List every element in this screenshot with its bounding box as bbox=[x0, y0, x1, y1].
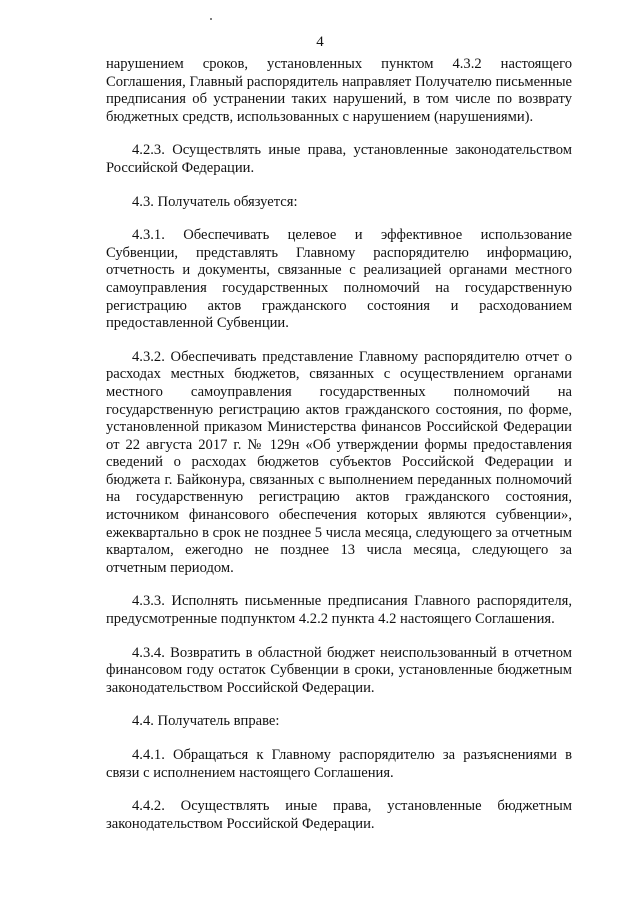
paragraph-4-3-1: 4.3.1. Обеспечивать целевое и эффективное использование Субвенции, представлять Главному распорядителю информацию, отчетность и документы, связанные с реализацией органами местного самоуправления государственных полномочий на государственную регистрацию актов гражданского состояния и расходованием предоставленной Субвенции. bbox=[106, 227, 572, 332]
document-body bbox=[106, 56, 572, 849]
paragraph-4-3-3: 4.3.3. Исполнять письменные предписания Главного распорядителя, предусмотренные подпунктом 4.2.2 пункта 4.2 настоящего Соглашения. bbox=[106, 593, 572, 628]
page-number: 4 bbox=[316, 34, 324, 50]
paragraph-4-4: 4.4. Получатель вправе: bbox=[132, 713, 280, 730]
scan-speck bbox=[210, 18, 212, 20]
paragraph-4-3: 4.3. Получатель обязуется: bbox=[132, 193, 298, 210]
paragraph-4-4-2: 4.4.2. Осуществлять иные права, установленные бюджетным законодательством Российской Федерации. bbox=[106, 798, 572, 832]
paragraph-4-4-1: 4.4.1. Обращаться к Главному распорядителю за разъяснениями в связи с исполнением настоящего Соглашения. bbox=[106, 747, 572, 781]
paragraph-continuation: нарушением сроков, установленных пунктом 4.3.2 настоящего Соглашения, Главный распорядитель направляет Получателю письменные предписания об устранении таких нарушений, в том числе по возврату бюджетных средств, использованных с нарушением (нарушениями). bbox=[106, 56, 572, 125]
paragraph-4-3-2: 4.3.2. Обеспечивать представление Главному распорядителю отчет о расходах местных бюджетов, связанных с осуществлением органами местного самоуправления государственных полномочий на государственную регистрацию актов гражданского состояния, по форме, установленной приказом Министерства финансов Российской Федерации от 22 августа 2017 г. № 129н «Об утверждении формы предоставления сведений о расходах бюджетов субъектов Российской Федерации и бюджета г. Байконура, связанных с выполнением переданных полномочий на государственную регистрацию актов гражданского состояния, источником финансового обеспечения которых являются субвенции», ежеквартально в срок не позднее 5 числа месяца, следующего за отчетным кварталом, ежегодно не позднее 13 числа месяца, следующего за отчетным периодом. bbox=[106, 348, 573, 576]
paragraph-4-2-3: 4.2.3. Осуществлять иные права, установленные законодательством Российской Федерации. bbox=[106, 142, 572, 176]
paragraph-4-3-4: 4.3.4. Возвратить в областной бюджет неиспользованный в отчетном финансовом году остаток Субвенции в сроки, установленные бюджетным законодательством Российской Федерации. bbox=[106, 644, 572, 696]
